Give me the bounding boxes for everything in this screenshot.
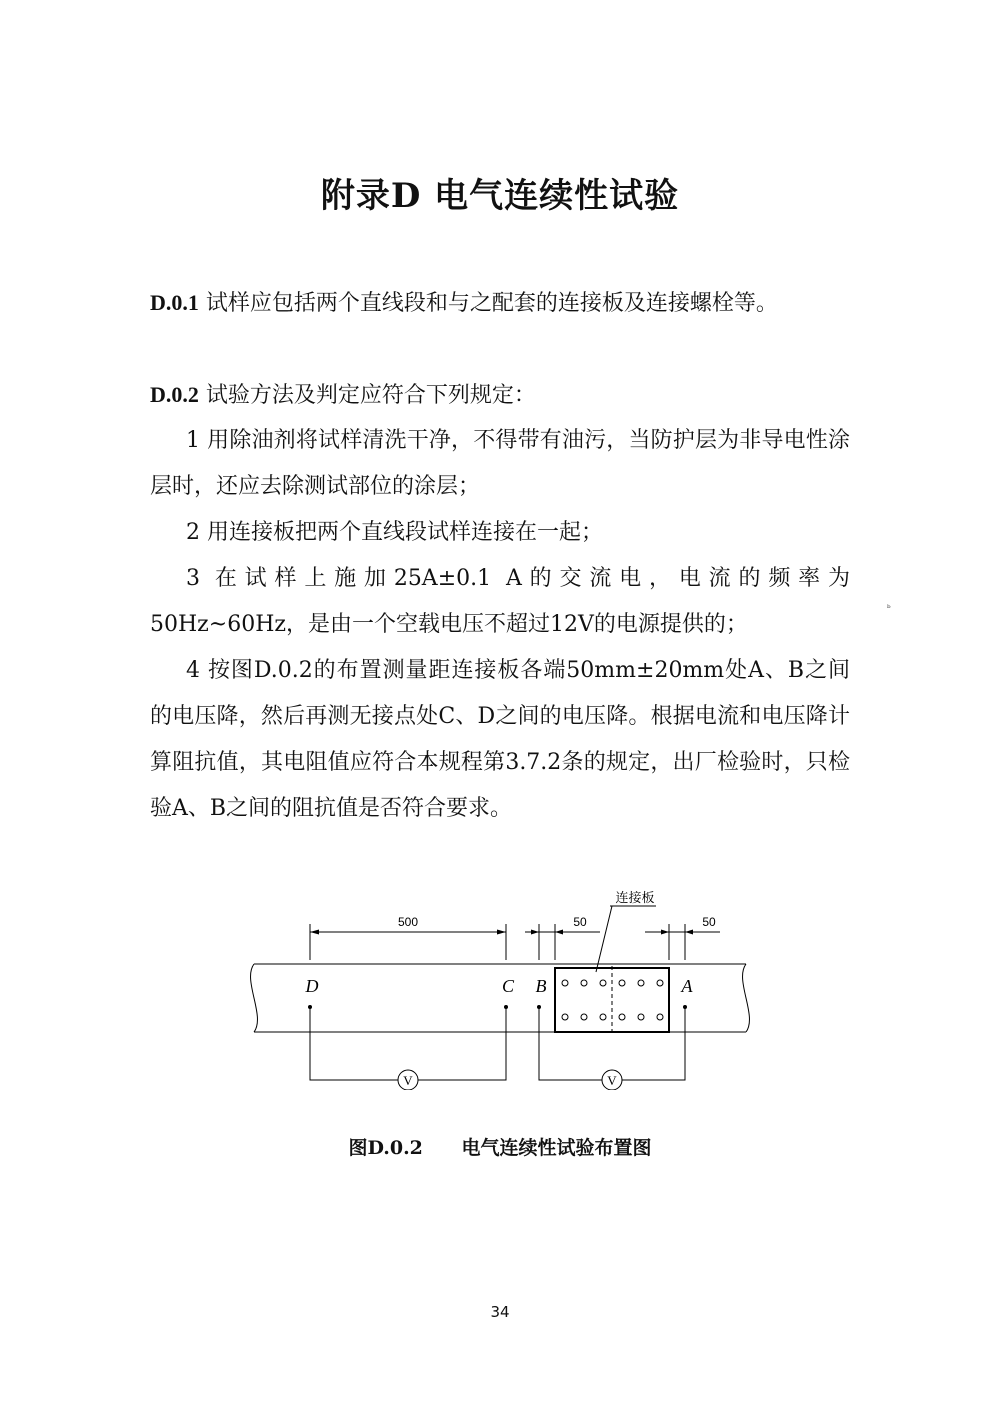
clause-text: 试样应包括两个直线段和与之配套的连接板及连接螺栓等。 (205, 291, 778, 316)
plate-label: 连接板 (615, 890, 655, 905)
bolt-hole (619, 980, 625, 986)
bolt-hole (657, 1014, 663, 1020)
voltmeter-symbol: V (607, 1073, 617, 1088)
bolt-hole (600, 980, 606, 986)
point-label-b: B (535, 976, 547, 996)
list-item: 2 用连接板把两个直线段试样连接在一起； (186, 520, 603, 545)
caption-number: 图D.0.2 (348, 1137, 423, 1159)
clause-number: D.0.2 (150, 382, 199, 407)
clause-number: D.0.1 (150, 290, 199, 315)
dimension-arrow (497, 930, 506, 935)
break-line-left (251, 964, 258, 1032)
dimension-label-50-right: 50 (702, 915, 716, 929)
bolt-hole (600, 1014, 606, 1020)
bolt-hole (562, 1014, 568, 1020)
list-item: 4 按图D.0.2的布置测量距连接板各端50mm±20mm处A、B之间的电压降，然后再测无接点处C、D之间的电压降。根据电流和电压降计算阻抗值，其电阻值应符合本规程第3.7.2条的规定，出厂检验时，只检验A、B之间的阻抗值是否符合要求。 (150, 658, 850, 821)
figure-caption (0, 1133, 1000, 1160)
plate-label-leader (596, 906, 612, 972)
bolt-holes (562, 980, 663, 1020)
dimension-arrow (661, 930, 669, 935)
voltmeter-symbol: V (403, 1073, 413, 1088)
point-label-a: A (681, 976, 693, 996)
bolt-hole (657, 980, 663, 986)
list-item: 1 用除油剂将试样清洗干净，不得带有油污，当防护层为非导电性涂层时，还应去除测试部位的涂层； (150, 428, 850, 499)
lead-wire-ba (539, 1007, 602, 1080)
list-item: 3 在试样上施加25A±0.1 A的交流电，电流的频率为50Hz~60Hz，是由一个空载电压不超过12V的电源提供的； (150, 566, 850, 637)
point-label-c: C (501, 976, 515, 996)
clause-text: 试验方法及判定应符合下列规定： (205, 383, 536, 408)
dimension-label-500: 500 (397, 915, 419, 929)
dimension-arrow (685, 930, 693, 935)
dimension-arrow (531, 930, 539, 935)
bolt-hole (638, 1014, 644, 1020)
stray-mark: ᵇ (887, 604, 891, 614)
bolt-hole (619, 1014, 625, 1020)
lead-wire-dc (310, 1007, 398, 1080)
bolt-hole (562, 980, 568, 986)
break-line-right (743, 964, 750, 1032)
lead-wire-dc (418, 1007, 506, 1080)
lead-wire-ba (622, 1007, 685, 1080)
bolt-hole (581, 1014, 587, 1020)
caption-text: 电气连续性试验布置图 (461, 1137, 652, 1159)
test-layout-diagram (240, 880, 760, 1090)
point-label-d: D (305, 976, 319, 996)
clause-d002 (150, 372, 850, 419)
page-title: 附录D 电气连续性试验 (320, 176, 680, 216)
clause-d001 (150, 280, 850, 327)
page-number: 34 (490, 1303, 510, 1321)
bolt-hole (638, 980, 644, 986)
bolt-hole (581, 980, 587, 986)
dimension-arrow (555, 930, 563, 935)
dimension-label-50-left: 50 (573, 915, 587, 929)
dimension-arrow (310, 930, 319, 935)
